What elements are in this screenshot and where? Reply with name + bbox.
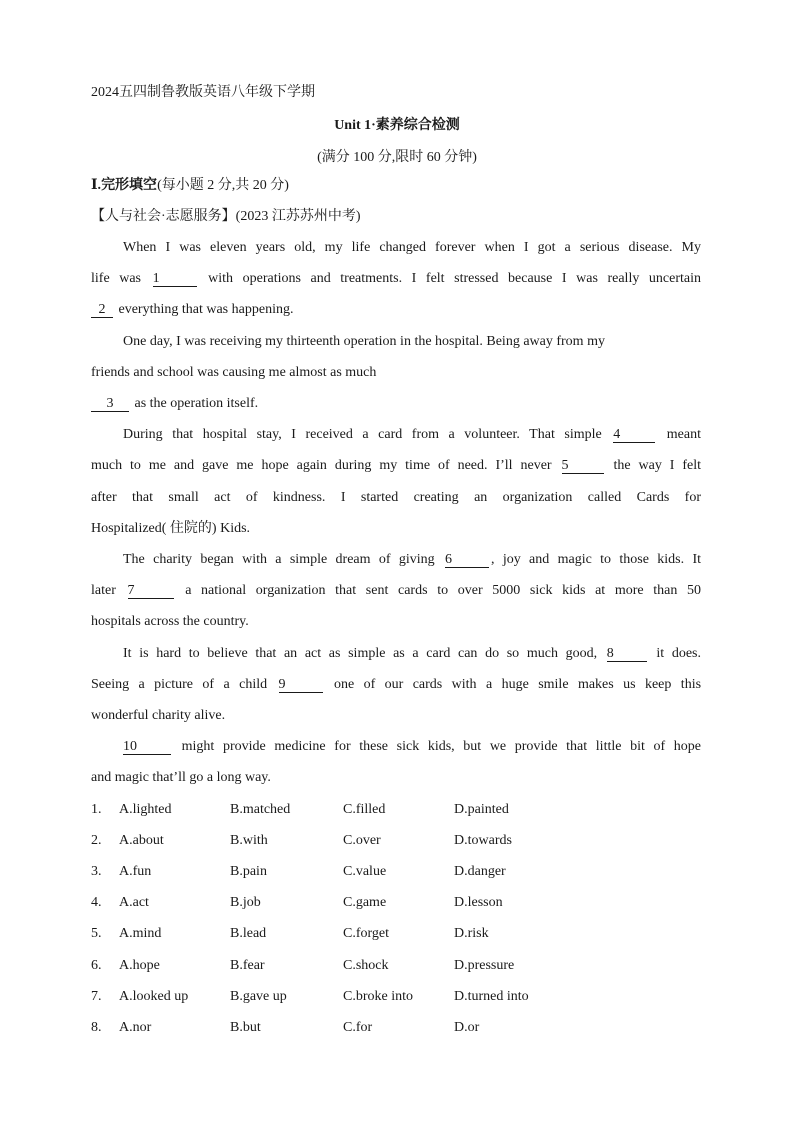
- option-a[interactable]: A.fun: [119, 864, 152, 879]
- passage-text: When I was eleven years old, my life changed forever when I got a serious disease. My: [123, 240, 701, 255]
- passage-text: a national organization that sent cards to over 5000 sick kids at more than 50: [185, 583, 702, 598]
- passage-line: [123, 426, 701, 444]
- blank-7: 7: [128, 583, 174, 599]
- passage-text: hospitals across the country.: [91, 614, 249, 629]
- option-d[interactable]: D.lesson: [454, 895, 503, 910]
- blank-3: 3: [91, 396, 129, 412]
- passage-text: During that hospital stay, I received a card from a volunteer. That simple: [123, 427, 602, 442]
- blank-1: 1: [153, 271, 197, 287]
- option-c[interactable]: C.game: [343, 895, 387, 910]
- option-b[interactable]: B.but: [230, 1020, 261, 1035]
- section-note: (每小题 2 分,共 20 分): [157, 178, 289, 193]
- passage-text: everything that was happening.: [118, 302, 294, 317]
- question-number: 3.: [91, 864, 102, 879]
- option-a[interactable]: A.about: [119, 833, 164, 848]
- topic-source: (2023 江苏苏州中考): [235, 209, 361, 224]
- option-d[interactable]: D.or: [454, 1020, 480, 1035]
- passage-text: much to me and gave me hope again during my time of need. I’ll never: [91, 458, 552, 473]
- passage-line: [123, 333, 605, 351]
- passage-line: [91, 364, 376, 382]
- option-d[interactable]: D.painted: [454, 802, 509, 817]
- option-d[interactable]: D.towards: [454, 833, 512, 848]
- passage-line: [91, 489, 701, 507]
- option-d[interactable]: D.risk: [454, 926, 489, 941]
- page-title: [0, 114, 794, 134]
- passage-text: with operations and treatments. I felt stressed because I was really uncertain: [208, 271, 701, 286]
- passage-line: [91, 582, 701, 600]
- option-c[interactable]: C.over: [343, 833, 381, 848]
- topic-tag: 【人与社会·志愿服务】: [91, 209, 236, 224]
- passage-line: [91, 270, 701, 288]
- passage-line: [123, 239, 701, 257]
- option-c[interactable]: C.forget: [343, 926, 390, 941]
- passage-line: [123, 738, 701, 756]
- question-number: 5.: [91, 926, 102, 941]
- subtitle-text: (满分 100 分,限时 60 分钟): [317, 150, 477, 165]
- passage-line: [91, 613, 249, 631]
- option-b[interactable]: B.gave up: [230, 989, 287, 1004]
- blank-10: 10: [123, 739, 171, 755]
- section-numeral: Ⅰ.: [91, 178, 102, 193]
- option-d[interactable]: D.pressure: [454, 958, 515, 973]
- passage-text: as the operation itself.: [134, 396, 259, 411]
- option-b[interactable]: B.pain: [230, 864, 267, 879]
- passage-text: Seeing a picture of a child: [91, 677, 268, 692]
- question-number: 7.: [91, 989, 102, 1004]
- passage-text: might provide medicine for these sick kids, but we provide that little bit of hope: [181, 739, 702, 754]
- blank-2: 2: [91, 302, 113, 318]
- option-b[interactable]: B.with: [230, 833, 268, 848]
- page-subtitle: [0, 146, 794, 166]
- passage-text: It is hard to believe that an act as simple as a card can do so much good,: [123, 646, 598, 661]
- passage-text: after that small act of kindness. I started creating an organization called Cards for: [91, 490, 701, 505]
- page-header: 2024五四制鲁教版英语八年级下学期: [91, 85, 315, 100]
- option-c[interactable]: C.shock: [343, 958, 389, 973]
- option-b[interactable]: B.matched: [230, 802, 291, 817]
- option-c[interactable]: C.for: [343, 1020, 373, 1035]
- passage-text: it does.: [656, 646, 701, 661]
- passage-text: wonderful charity alive.: [91, 708, 226, 723]
- option-d[interactable]: D.turned into: [454, 989, 529, 1004]
- option-a[interactable]: A.mind: [119, 926, 162, 941]
- option-a[interactable]: A.nor: [119, 1020, 152, 1035]
- passage-line: [123, 551, 701, 569]
- passage-line: [91, 707, 225, 725]
- passage-text: One day, I was receiving my thirteenth operation in the hospital. Being away from my: [123, 334, 605, 349]
- passage-line: [91, 520, 250, 538]
- blank-5: 5: [562, 458, 604, 474]
- passage-text: Hospitalized( 住院的) Kids.: [91, 521, 251, 536]
- passage-text: later: [91, 583, 116, 598]
- blank-6: 6: [445, 552, 489, 568]
- passage-text: The charity began with a simple dream of giving: [123, 552, 435, 567]
- question-number: 8.: [91, 1020, 102, 1035]
- section-name: 完形填空: [101, 178, 158, 193]
- option-b[interactable]: B.job: [230, 895, 261, 910]
- option-b[interactable]: B.fear: [230, 958, 265, 973]
- question-number: 1.: [91, 802, 102, 817]
- passage-text: life was: [91, 271, 141, 286]
- blank-9: 9: [279, 677, 323, 693]
- passage-line: [91, 769, 271, 787]
- section-heading: [91, 177, 289, 195]
- option-c[interactable]: C.broke into: [343, 989, 413, 1004]
- option-a[interactable]: A.hope: [119, 958, 160, 973]
- option-c[interactable]: C.value: [343, 864, 387, 879]
- question-number: 6.: [91, 958, 102, 973]
- option-a[interactable]: A.looked up: [119, 989, 189, 1004]
- option-a[interactable]: A.lighted: [119, 802, 172, 817]
- option-d[interactable]: D.danger: [454, 864, 506, 879]
- passage-text: and magic that’ll go a long way.: [91, 770, 271, 785]
- title-text: Unit 1·素养综合检测: [334, 118, 460, 133]
- option-b[interactable]: B.lead: [230, 926, 267, 941]
- passage-text: friends and school was causing me almost as much: [91, 365, 377, 380]
- blank-4: 4: [613, 427, 655, 443]
- passage-text: one of our cards with a huge smile makes us keep this: [333, 677, 702, 692]
- passage-text: meant: [666, 427, 702, 442]
- passage-line: [91, 676, 701, 694]
- passage-text: the way I felt: [613, 458, 702, 473]
- passage-line: [123, 645, 701, 663]
- topic-line: [91, 208, 361, 226]
- question-number: 4.: [91, 895, 102, 910]
- option-a[interactable]: A.act: [119, 895, 149, 910]
- question-number: 2.: [91, 833, 102, 848]
- passage-line: [91, 395, 258, 413]
- blank-8: 8: [607, 646, 647, 662]
- option-c[interactable]: C.filled: [343, 802, 386, 817]
- passage-line: [91, 301, 293, 319]
- passage-text: , joy and magic to those kids. It: [490, 552, 701, 567]
- passage-line: [91, 457, 701, 475]
